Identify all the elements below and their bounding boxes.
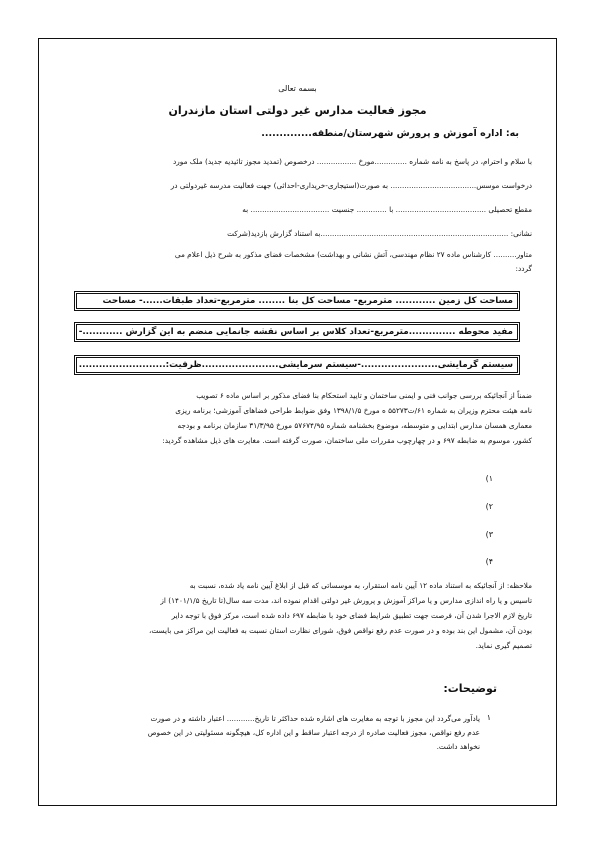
intro-line: گردد:	[515, 264, 532, 273]
deviation-item-2: ۲)	[485, 502, 493, 511]
observation-line: تاریخ لازم الاجرا شدن آن، فرصت جهت تطبیق شرایط فضای خود با ضابطه ۶۹۷ داده شده است، مرکز فوق با توجه دایر	[171, 611, 532, 620]
note-number: ۱	[486, 713, 491, 722]
bismillah: بسمه تعالی	[278, 84, 317, 93]
note-line: نخواهد داشت.	[436, 742, 480, 751]
body-line: نامه هیئت محترم وزیران به شماره ۶۱/ت۵۵۲۷۳ ه مورخ ۱۳۹۸/۱/۵ وفق ضوابط طراحی فضاهای آموزشی؛ برنامه ریزی	[175, 406, 532, 415]
note-line: عدم رفع نواقص، مجوز فعالیت صادره از درجه اعتبار ساقط و این اداره کل، هیچگونه مسئولیتی در این خصوص	[147, 728, 480, 737]
spec-box-systems: سیستم گرمایشی.......................-سیستم سرمایشی.......................ظرفیت:..........................	[74, 355, 520, 375]
intro-paragraph	[80, 150, 532, 274]
intro-line: درخواست موسس..................................... به صورت(استیجاری-خریداری-احداثی) جهت فعالیت مدرسه غیردولتی در	[170, 181, 532, 190]
body-line: معماری همسان مدارس ابتدایی و متوسطه، موضوع بخشنامه شماره ۵۷۶۷۴/۹۵ مورخ ۳۱/۳/۹۵ سازمان برنامه و بودجه	[177, 421, 532, 430]
observation-line: ملاحظه: از آنجائیکه به استناد ماده ۱۲ آیین نامه استقرار، به موسساتی که قبل از ابلاغ آیین نامه یاد شده، نسبت به	[189, 581, 532, 590]
intro-line: مقطع تحصیلی ....................................... با ............. جنسیت .................................. به	[242, 205, 532, 214]
intro-line: متاور.......... کارشناس ماده ۲۷ نظام مهندسی، آتش نشانی و بهداشت) مشخصات فضای مذکور به شرح ذیل اعلام می	[174, 250, 532, 259]
body-paragraph	[80, 388, 532, 448]
page-title: مجوز فعالیت مدارس غیر دولتی استان مازندران	[168, 104, 427, 117]
body-line: کشور، موسوم به ضابطه ۶۹۷ و در چهارچوب مقررات ملی ساختمان، صورت گرفته است. مغایرت های ذیل مشاهده گردید:	[162, 436, 532, 445]
deviation-item-3: ۳)	[485, 530, 493, 539]
observation-paragraph	[80, 578, 532, 653]
spec-box-area: مساحت کل زمین ............ مترمربع- مساحت کل بنا ........ مترمربع-تعداد طبقات......- مساحت	[74, 291, 520, 311]
intro-line: با سلام و احترام، در پاسخ به نامه شماره ..............مورخ ................. درخصوص (تمدید مجوز تائیدیه جدید) ملک مورد	[173, 157, 532, 166]
observation-line: تصمیم گیری نماید.	[475, 641, 532, 650]
body-line: ضمناً از آنجائیکه بررسی جوانب فنی و ایمنی ساختمان و تایید استحکام بنا فضای مذکور بر اساس ماده ۶ تصویب	[196, 391, 532, 400]
notes-heading: توضیحات:	[443, 682, 497, 695]
intro-line: نشانی: .................................................................................به استناد گزارش بازدید(شرکت	[227, 229, 532, 238]
deviation-item-1: ۱)	[485, 474, 493, 483]
recipient-line: به: اداره آموزش و پرورش شهرستان/منطقه..............	[261, 128, 519, 139]
observation-line: بودن آن، مشمول این بند بوده و در صورت عدم رفع نواقص فوق، شورای نظارت استان نسبت به فعالیت این مراکز می بایست،	[149, 626, 532, 635]
notes-text	[80, 712, 480, 754]
deviation-item-4: ۴)	[485, 557, 493, 566]
observation-line: تاسیس و یا راه اندازی مدارس و یا مراکز آموزش و پرورش غیر دولتی اقدام نموده اند، مدت سه سال(تا تاریخ ۱۴۰۱/۱/۵) از	[160, 596, 532, 605]
spec-box-yard: مفید محوطه ..............مترمربع-تعداد کلاس بر اساس نقشه جانمایی منضم به این گزارش ............-	[74, 322, 520, 342]
note-line: یادآور می‌گردد این مجوز با توجه به مغایرت های اشاره شده حداکثر تا تاریخ............ اعتبار داشته و در صورت	[150, 714, 480, 723]
